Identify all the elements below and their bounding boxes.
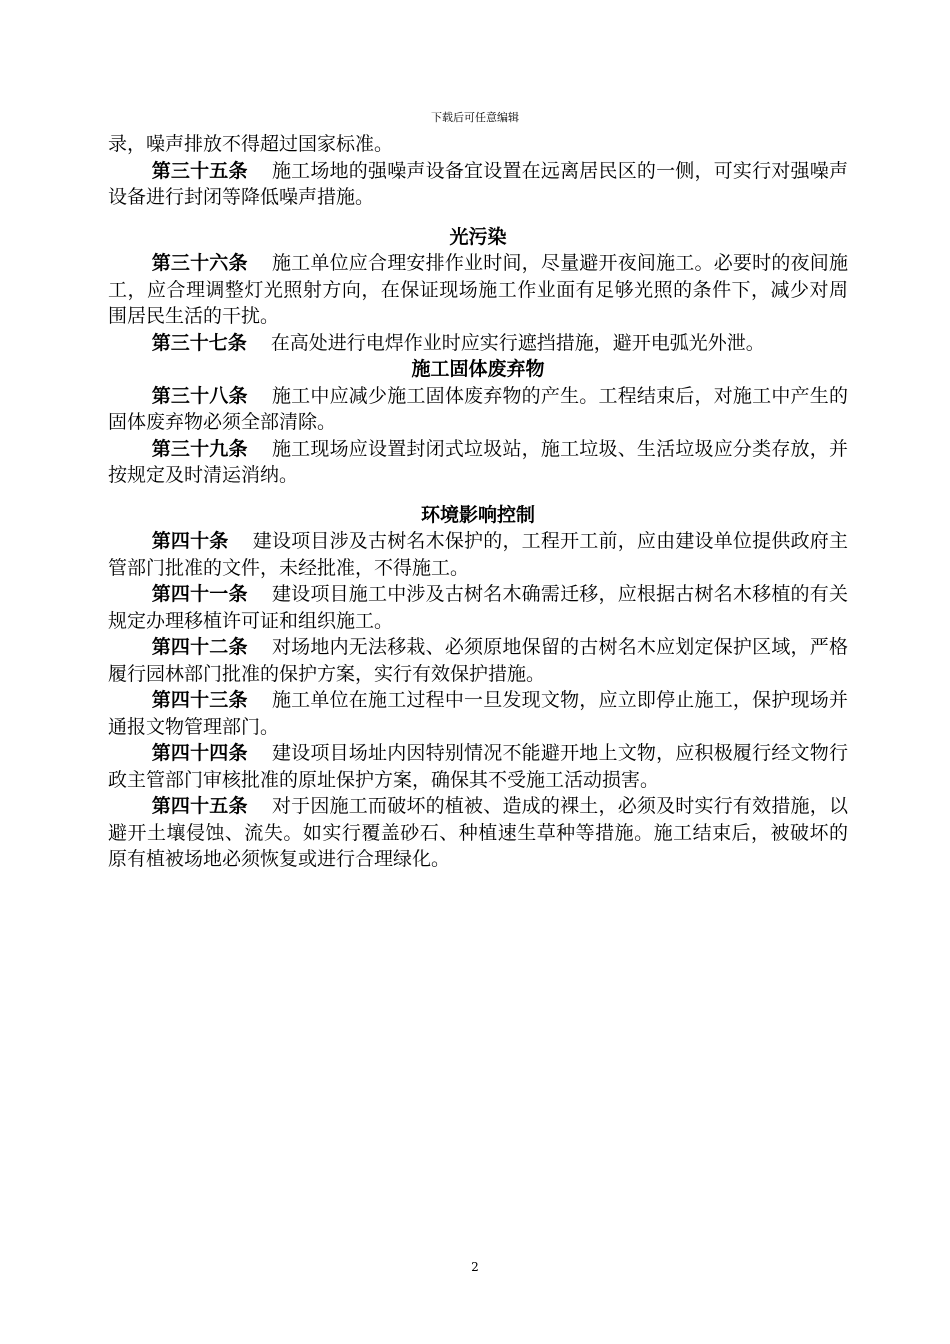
article-text: 施工现场应设置封闭式垃圾站，施工垃圾、生活垃圾应分类存放，并按规定及时清运消纳。 bbox=[108, 437, 848, 486]
section-heading-light-pollution: 光污染 bbox=[449, 225, 507, 248]
article-41 bbox=[108, 581, 848, 634]
article-text: 在高处进行电焊作业时应实行遮挡措施，避开电弧光外泄。 bbox=[270, 331, 765, 354]
article-text: 建设项目场址内因特别情况不能避开地上文物，应积极履行经文物行政主管部门审核批准的原址保护方案，确保其不受施工活动损害。 bbox=[108, 742, 848, 791]
article-number: 第三十五条 bbox=[151, 159, 248, 182]
article-44 bbox=[108, 740, 848, 793]
intro-paragraph: 录，噪声排放不得超过国家标准。 bbox=[108, 133, 394, 155]
article-36 bbox=[108, 250, 848, 330]
article-43 bbox=[108, 687, 848, 740]
article-42 bbox=[108, 634, 848, 687]
page-number: 2 bbox=[471, 1260, 479, 1274]
article-text: 施工场地的强噪声设备宜设置在远离居民区的一侧，可实行对强噪声设备进行封闭等降低噪声措施。 bbox=[108, 159, 848, 208]
document-body bbox=[108, 131, 848, 873]
article-number: 第四十四条 bbox=[151, 742, 248, 764]
article-number: 第三十七条 bbox=[151, 331, 247, 354]
article-39 bbox=[108, 436, 848, 489]
article-text: 施工中应减少施工固体废弃物的产生。工程结束后，对施工中产生的固体废弃物必须全部清除。 bbox=[108, 384, 848, 433]
page-header: 下载后可任意编辑 bbox=[431, 111, 519, 124]
article-45 bbox=[108, 793, 848, 873]
article-number: 第四十一条 bbox=[151, 583, 248, 605]
article-number: 第三十八条 bbox=[151, 384, 248, 407]
article-35 bbox=[108, 158, 848, 211]
article-text: 对场地内无法移栽、必须原地保留的古树名木应划定保护区域，严格履行园林部门批准的保护方案，实行有效保护措施。 bbox=[108, 636, 848, 685]
article-40 bbox=[108, 528, 848, 581]
article-38 bbox=[108, 383, 848, 436]
article-number: 第四十二条 bbox=[151, 636, 248, 658]
article-number: 第四十条 bbox=[151, 530, 229, 552]
article-text: 对于因施工而破坏的植被、造成的裸土，必须及时实行有效措施，以避开土壤侵蚀、流失。如实行覆盖砂石、种植速生草种等措施。施工结束后，被破坏的原有植被场地必须恢复或进行合理绿化。 bbox=[108, 795, 848, 870]
section-heading-solid-waste: 施工固体废弃物 bbox=[411, 358, 545, 380]
article-number: 第三十六条 bbox=[151, 252, 248, 274]
article-number: 第四十三条 bbox=[151, 689, 248, 711]
article-text: 建设项目涉及古树名木保护的，工程开工前，应由建设单位提供政府主管部门批准的文件，未经批准，不得施工。 bbox=[108, 530, 848, 579]
section-heading-environmental-impact: 环境影响控制 bbox=[420, 503, 535, 526]
article-text: 施工单位在施工过程中一旦发现文物，应立即停止施工，保护现场并通报文物管理部门。 bbox=[108, 689, 848, 738]
article-37 bbox=[108, 330, 848, 357]
article-number: 第三十九条 bbox=[151, 437, 248, 460]
article-number: 第四十五条 bbox=[151, 795, 248, 817]
article-text: 施工单位应合理安排作业时间，尽量避开夜间施工。必要时的夜间施工，应合理调整灯光照射方向，在保证现场施工作业面有足够光照的条件下，减少对周围居民生活的干扰。 bbox=[108, 252, 848, 327]
article-text: 建设项目施工中涉及古树名木确需迁移，应根据古树名木移植的有关规定办理移植许可证和组织施工。 bbox=[108, 583, 848, 632]
